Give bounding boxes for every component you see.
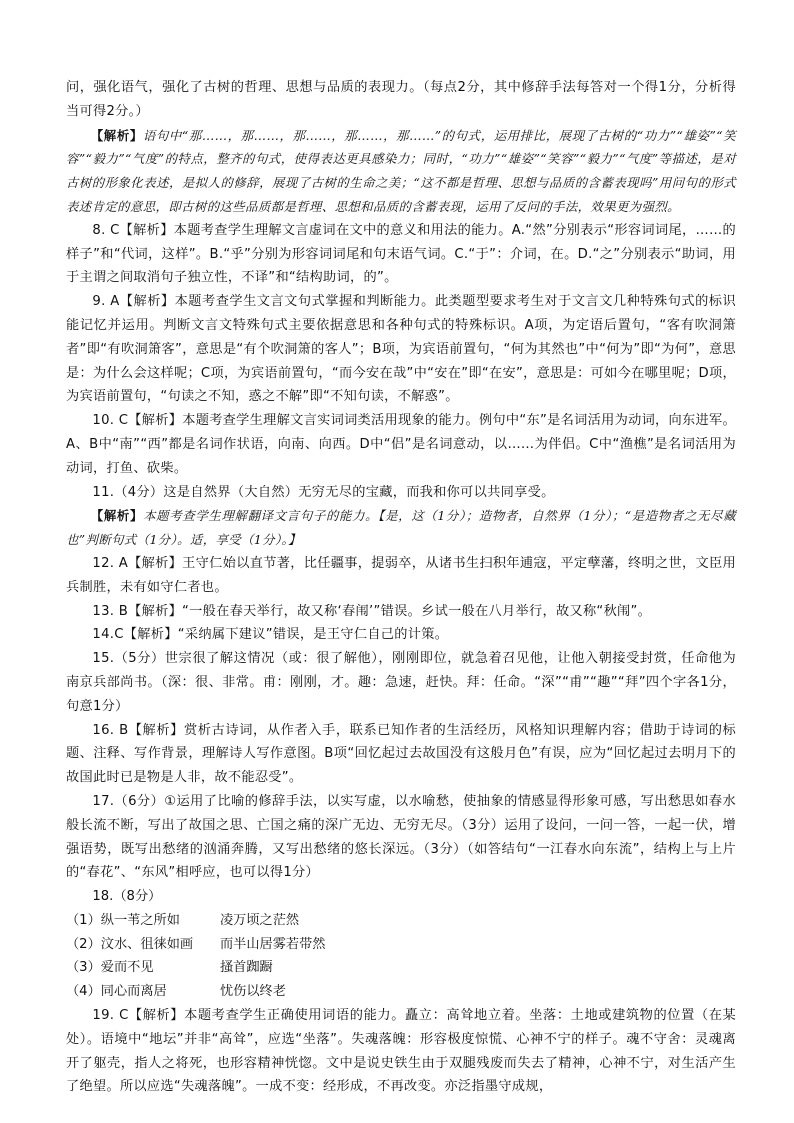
answer-18-title: 18.（8分）	[92, 889, 162, 905]
answer-9: 9. A【解析】本题考查学生文言文句式掌握和判断能力。此类题型要求考生对于文言文几种特殊句式的标识能记忆并运用。判断文言文特殊句式主要依据意思和各种句式的特殊标识。A项，为定语后置句，“客有吹洞箫者”即“有吹洞箫客”，意思是“有个吹洞箫的客人”；B项，为宾语前置句，“何为其然也”中“何为”即“为何”，意思是：为什么会这样呢；C项，为宾语前置句，“而今安在哉”中“安在”即“在安”，意思是：可如今在哪里呢；D项，为宾语前置句，“句读之不知，惑之不解”即“不知句读，不解惑”。	[66, 294, 736, 405]
answer-18-item-right: 凌万顷之茫然	[220, 912, 300, 928]
answer-18-item-left: （2）汶水、徂徕如画	[66, 936, 194, 952]
answer-18-item-right: 忧伤以终老	[220, 984, 286, 1000]
answer-15: 15.（5分）世宗很了解这情况（或：很了解他），刚刚即位，就急着召见他，让他入朝接受封赏，任命他为南京兵部尚书。（深：很、非常。甫：刚刚，才。趣：急速，赶快。拜：任命。“深”“甫”“趣”“拜”四个字各1分，句意1分）	[66, 651, 736, 714]
answer-16: 16. B【解析】赏析古诗词，从作者入手，联系已知作者的生活经历，风格知识理解内容；借助于诗词的标题、注释、写作背景，理解诗人写作意图。B项“回忆起过去故国没有这般月色”有误，应为“回忆起过去明月下的故国此时已是物是人非，故不能忍受”。	[66, 722, 736, 786]
answer-14: 14.C【解析】“采纳属下建议”错误，是王守仁自己的计策。	[92, 627, 449, 643]
answer-18-item-left: （1）纵一苇之所如	[66, 912, 180, 928]
answer-10: 10. C【解析】本题考查学生理解文言实词词类活用现象的能力。例句中“东”是名词活用为动词，向东进军。A、B中“南”“西”都是名词作状语，向南、向西。D中“侣”是名词意动，以……为伴侣。C中“渔樵”是名词活用为动词，打鱼、砍柴。	[66, 413, 736, 476]
answer-18-list	[66, 909, 736, 1004]
answer-11: 11.（4分）这是自然界（大自然）无穷无尽的宝藏，而我和你可以共同享受。	[92, 484, 555, 500]
analysis-label: 【解析】	[90, 508, 144, 524]
analysis-note-7	[66, 124, 736, 219]
answer-17: 17.（6分）①运用了比喻的修辞手法，以实写虚，以水喻愁，使抽象的情感显得形象可感，写出愁思如春水般长流不断，写出了故国之思、亡国之痛的深广无边、无穷无尽。（3分）运用了设问，一问一答，一起一伏，增强语势，既写出愁绪的汹涌奔腾，又写出愁绪的悠长深远。（3分）（如答结句“一江春水向东流”，结构上与上片的“春花”、“东风”相呼应，也可以得1分）	[66, 793, 736, 881]
answer-13: 13. B【解析】“一般在春天举行，故又称‘春闱’”错误。乡试一般在八月举行，故又称“秋闱”。	[92, 603, 652, 619]
answer-8: 8. C【解析】本题考查学生理解文言虚词在文中的意义和用法的能力。A.“然”分别表示“形容词词尾，……的样子”和“代词，这样”。B.“乎”分别为形容词词尾和句末语气词。C.“于”：介词，在。D.“之”分别表示“助词，用于主谓之间取消句子独立性，不译”和“结构助词，的”。	[66, 222, 736, 286]
answer-19: 19. C【解析】本题考查学生正确使用词语的能力。矗立：高耸地立着。坐落：土地或建筑物的位置（在某处）。语境中“地坛”并非“高耸”，应选“坐落”。失魂落魄：形容极度惊慌、心神不宁的样子。魂不守舍：灵魂离开了躯壳，指人之将死，也形容精神恍惚。文中是说史铁生由于双腿残废而失去了精神，心神不宁，对生活产生了绝望。所以应选“失魂落魄”。一成不变：经形成，不再改变。亦泛指墨守成规，	[66, 1008, 736, 1095]
analysis-text: 本题考查学生理解翻译文言句子的能力。【是，这（1分）；造物者，自然界（1分）；“是造物者之无尽藏也”判断句式（1分）。适，享受（1分）。】	[66, 508, 736, 548]
answer-18-item-right: 搔首踟蹰	[220, 960, 273, 976]
answer-18-item-left: （4）同心而离居	[66, 984, 167, 1000]
answer-12: 12. A【解析】王守仁始以直节著，比任疆事，提弱卒，从诸书生扫积年逋寇，平定孽藩，终明之世，文臣用兵制胜，未有如守仁者也。	[66, 555, 736, 595]
analysis-text: 语句中“那……，那……，那……，那……，那……”的句式，运用排比，展现了古树的“功力”“雄姿”“笑容”“毅力”“气度”的特点，整齐的句式，使得表达更具感染力；同时，“功力”“雄姿”“笑容”“毅力”“气度”等描述，是对古树的形象化表述，是拟人的修辞，展现了古树的生命之美；“这不都是哲理、思想与品质的含蓄表现吗”用问句的形式表述肯定的意思，即古树的这些品质都是哲理、思想和品质的含蓄表现，运用了反问的手法，效果更为强烈。	[66, 127, 736, 214]
analysis-label: 【解析】	[90, 127, 143, 143]
answer-18-item-left: （3）爱而不见	[66, 960, 154, 976]
analysis-note-11	[66, 504, 736, 552]
answer-18-item-right: 而半山居雾若带然	[220, 936, 326, 952]
intro-paragraph: 问，强化语气，强化了古树的哲理、思想与品质的表现力。（每点2分，其中修辞手法每答对一个得1分，分析得当可得2分。）	[66, 80, 736, 119]
